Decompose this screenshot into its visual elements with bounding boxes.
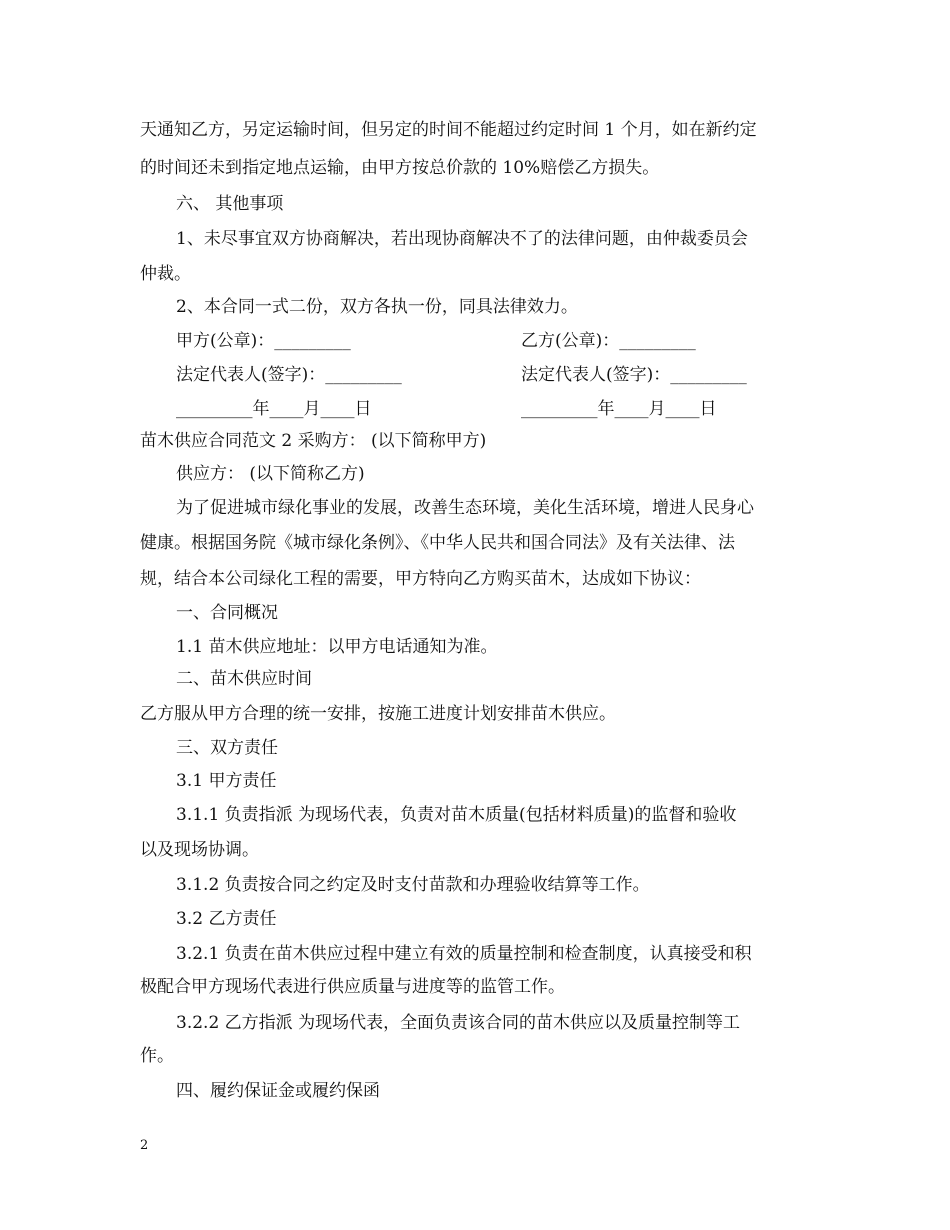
party-a-date: _________年____月____日 bbox=[176, 399, 372, 419]
body-text-line: 2、本合同一式二份，双方各执一份，同具法律效力。 bbox=[176, 297, 578, 317]
party-a-seal: 甲方(公章)：_________ bbox=[176, 331, 351, 351]
body-text-line: 1.1 苗木供应地址：以甲方电话通知为准。 bbox=[176, 637, 498, 657]
party-b-date: _________年____月____日 bbox=[521, 399, 717, 419]
section-heading: 六、 其他事项 bbox=[176, 194, 284, 214]
body-text-line: 以及现场协调。 bbox=[140, 840, 259, 860]
party-b-seal: 乙方(公章)：_________ bbox=[521, 331, 696, 351]
body-text-line: 仲裁。 bbox=[140, 264, 191, 284]
section-heading: 一、合同概况 bbox=[176, 603, 278, 623]
body-text-line: 极配合甲方现场代表进行供应质量与进度等的监管工作。 bbox=[140, 977, 565, 997]
section-heading: 二、苗木供应时间 bbox=[176, 669, 312, 689]
page-number: 2 bbox=[140, 1138, 149, 1153]
section-heading: 四、履约保证金或履约保函 bbox=[176, 1081, 380, 1101]
body-text-line: 3.2.1 负责在苗木供应过程中建立有效的质量控制和检查制度，认真接受和积 bbox=[176, 944, 752, 964]
body-text-line: 为了促进城市绿化事业的发展，改善生态环境，美化生活环境，增进人民身心 bbox=[176, 498, 754, 518]
body-text-line: 1、未尽事宜双方协商解决，若出现协商解决不了的法律问题，由仲裁委员会 bbox=[176, 229, 748, 249]
subsection-heading: 3.1 甲方责任 bbox=[176, 771, 277, 791]
body-text-line: 健康。根据国务院《城市绿化条例》、《中华人民共和国合同法》及有关法律、法 bbox=[140, 533, 735, 553]
body-text-line: 供应方： (以下简称乙方) bbox=[176, 464, 365, 484]
body-text-line: 3.1.1 负责指派 为现场代表，负责对苗木质量(包括材料质量)的监督和验收 bbox=[176, 805, 737, 825]
body-text-line: 规，结合本公司绿化工程的需要，甲方特向乙方购买苗木，达成如下协议： bbox=[140, 569, 701, 589]
body-text-line: 3.1.2 负责按合同之约定及时支付苗款和办理验收结算等工作。 bbox=[176, 875, 650, 895]
party-a-representative: 法定代表人(签字)：_________ bbox=[176, 365, 402, 385]
party-b-representative: 法定代表人(签字)：_________ bbox=[521, 365, 747, 385]
body-text-line: 作。 bbox=[140, 1046, 174, 1066]
body-text-line: 天通知乙方，另定运输时间，但另定的时间不能超过约定时间 1 个月，如在新约定 bbox=[140, 120, 757, 140]
body-text-line: 的时间还未到指定地点运输，由甲方按总价款的 10%赔偿乙方损失。 bbox=[140, 158, 660, 178]
subsection-heading: 3.2 乙方责任 bbox=[176, 909, 277, 929]
section-heading: 三、双方责任 bbox=[176, 738, 278, 758]
body-text-line: 3.2.2 乙方指派 为现场代表，全面负责该合同的苗木供应以及质量控制等工 bbox=[176, 1013, 741, 1033]
document-title-line: 苗木供应合同范文 2 采购方： (以下简称甲方) bbox=[140, 431, 487, 451]
body-text-line: 乙方服从甲方合理的统一安排，按施工进度计划安排苗木供应。 bbox=[140, 704, 616, 724]
